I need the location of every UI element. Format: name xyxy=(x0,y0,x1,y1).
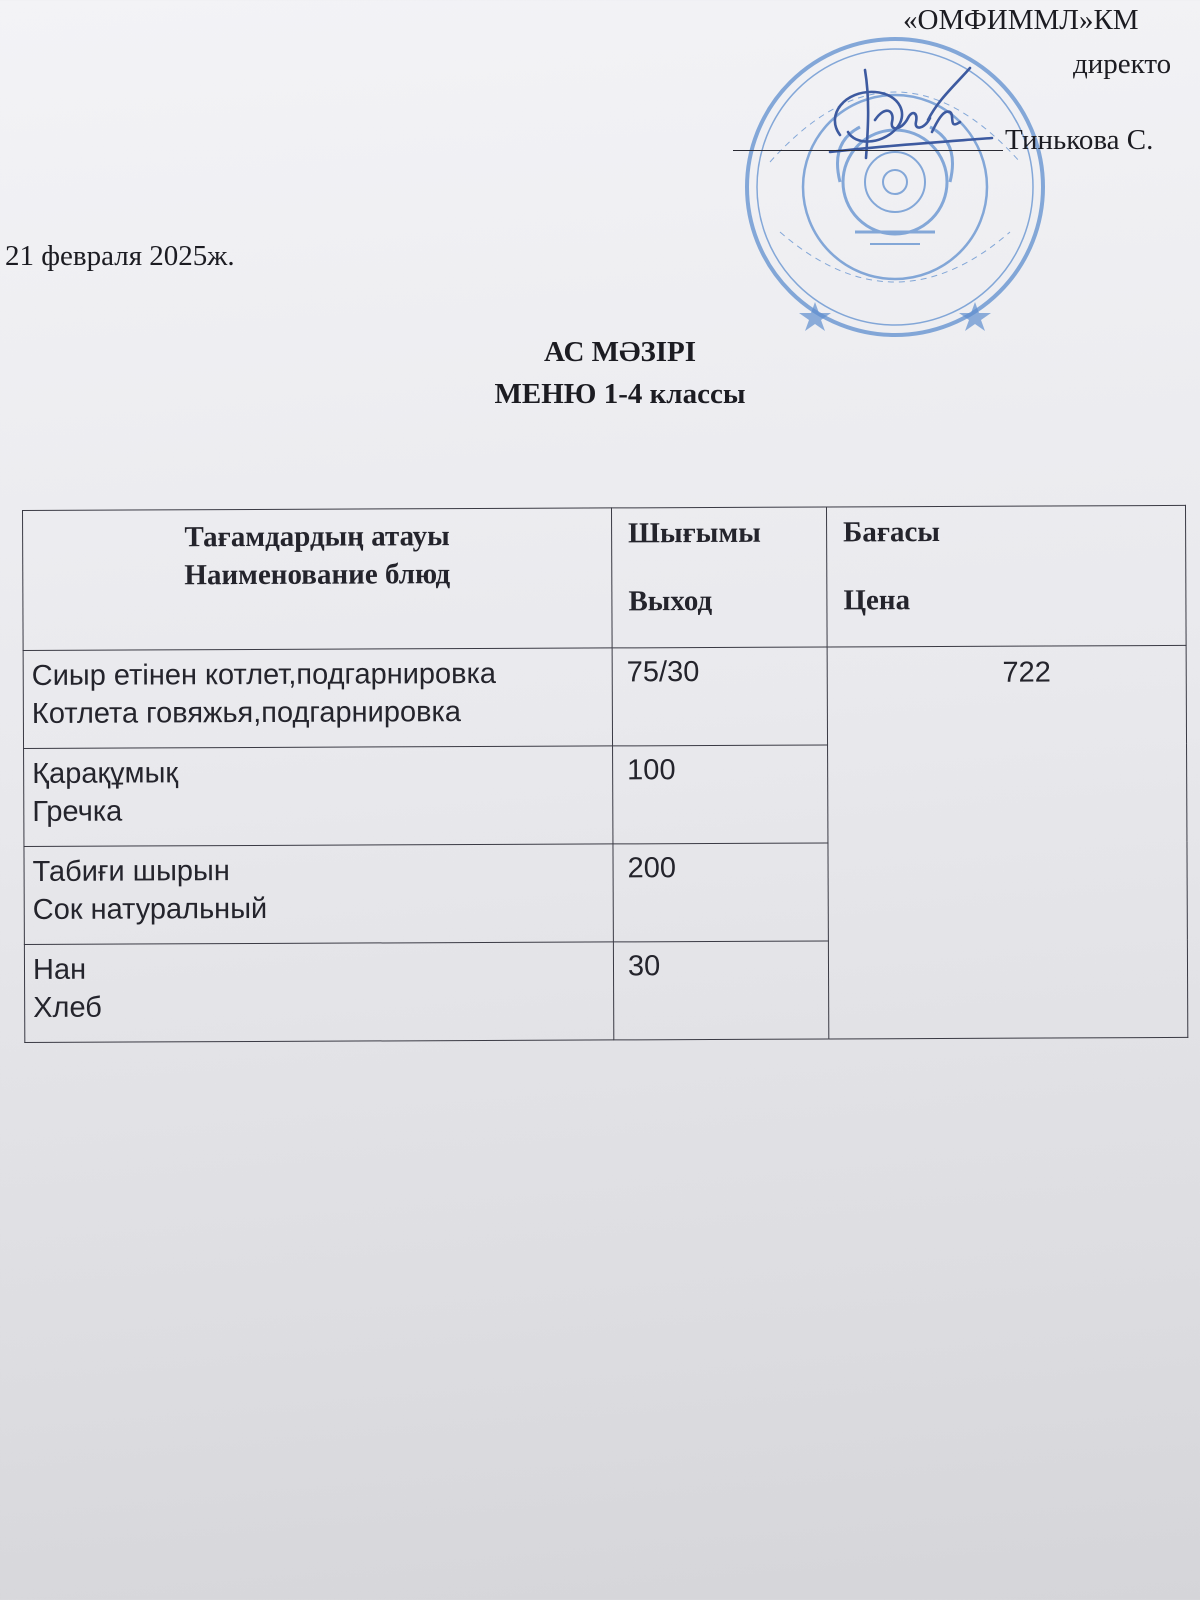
organization-name: «ОМФИММЛ»КМ xyxy=(903,4,1139,36)
header-yield-kz: Шығымы xyxy=(628,516,761,550)
dish-name-kz: Нан xyxy=(32,953,87,986)
dish-yield: 75/30 xyxy=(612,647,827,746)
dish-name-ru: Сок натуральный xyxy=(32,892,268,926)
title-russian: МЕНЮ 1-4 классы xyxy=(494,378,746,410)
header-yield-ru: Выход xyxy=(628,584,713,618)
header-yield xyxy=(611,507,827,648)
dish-cell xyxy=(24,746,613,847)
menu-date: 21 февраля 2025ж. xyxy=(5,240,235,272)
dish-cell xyxy=(24,844,613,945)
header-price-ru: Цена xyxy=(843,584,911,617)
menu-price: 722 xyxy=(827,645,1188,1039)
director-name: Тинькова С. xyxy=(1005,124,1154,156)
dish-name-ru: Хлеб xyxy=(33,991,102,1024)
director-signature-icon xyxy=(820,60,995,175)
dish-name-ru: Котлета говяжья,подгарнировка xyxy=(31,696,461,730)
director-position: директо xyxy=(1073,48,1172,80)
header-dish-name-kz: Тағамдардың атауы xyxy=(184,520,450,554)
dish-yield: 30 xyxy=(613,941,828,1040)
header-price-kz: Бағасы xyxy=(843,515,941,549)
dish-cell xyxy=(24,942,613,1043)
header-dish-name xyxy=(23,508,613,651)
header-price xyxy=(826,505,1186,647)
dish-name-kz: Қарақұмық xyxy=(32,757,179,790)
dish-name-kz: Табиғи шырын xyxy=(32,855,230,888)
dish-yield: 100 xyxy=(613,745,828,844)
dish-yield: 200 xyxy=(613,843,828,942)
signature-line xyxy=(733,150,1003,151)
dish-cell xyxy=(23,648,612,749)
menu-table xyxy=(22,505,1188,1043)
table-header-row xyxy=(23,505,1187,650)
title-kazakh: АС МӘЗІРІ xyxy=(543,336,697,368)
dish-name-kz: Сиыр етінен котлет,подгарнировка xyxy=(31,657,497,692)
table-row xyxy=(23,645,1186,748)
dish-name-ru: Гречка xyxy=(32,795,123,828)
header-dish-name-ru: Наименование блюд xyxy=(184,558,451,592)
